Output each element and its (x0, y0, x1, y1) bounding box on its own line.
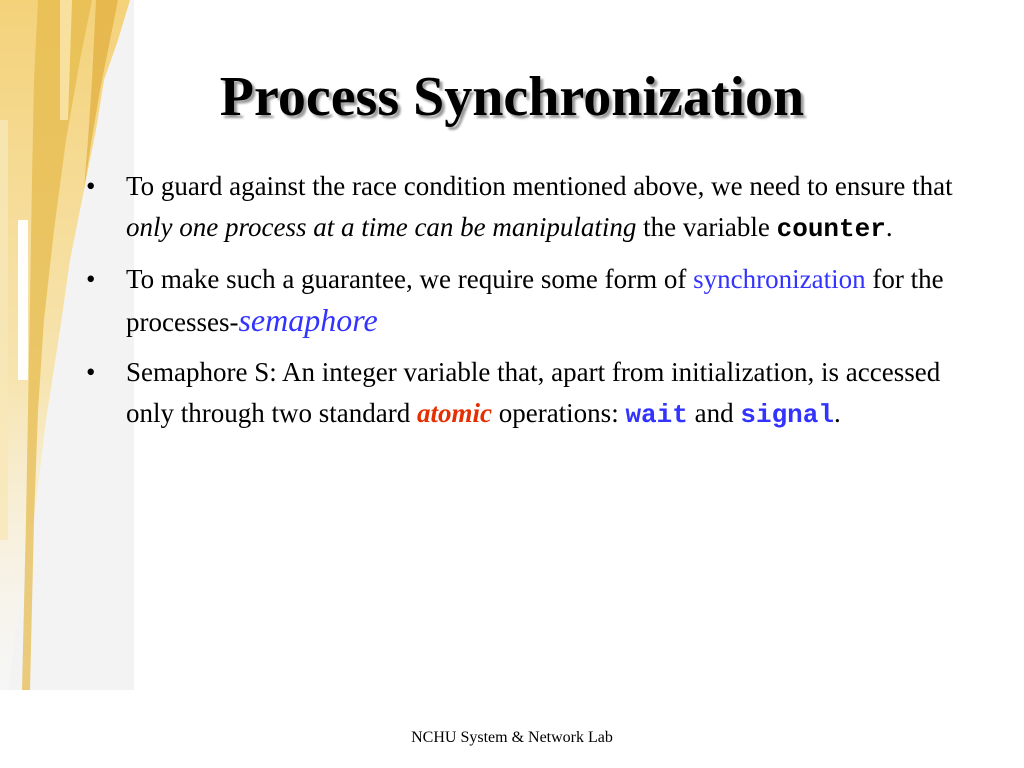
bullet-text: the variable (636, 212, 777, 242)
code-signal: signal (740, 400, 834, 430)
bullet-marker: • (86, 357, 96, 387)
bullet-text: and (687, 398, 741, 428)
bullet-marker: • (86, 171, 96, 201)
slide-footer: NCHU System & Network Lab (411, 729, 613, 746)
bullet-text: operations: (491, 398, 626, 428)
bullet-marker: • (86, 264, 96, 294)
code-counter: counter (776, 214, 886, 244)
bullet-text: . (833, 398, 841, 428)
bullet-item-semaphore-definition (84, 352, 964, 436)
bullet-text: To make such a guarantee, we require some form of (126, 264, 694, 294)
code-wait: wait (625, 400, 688, 430)
bullet-text: . (885, 212, 893, 242)
bullet-emphasis: only one process at a time can be manipulating (126, 212, 637, 242)
bullet-item-synchronization (84, 259, 964, 343)
bullet-text: for the processes- (126, 264, 944, 337)
bullet-text: Semaphore S: An integer variable that, apart from initialization, is accessed only through two standard (126, 357, 941, 428)
semaphore-term: semaphore (238, 302, 378, 338)
bullet-list (84, 166, 964, 445)
synchronization-term: synchronization (693, 264, 866, 294)
bullet-text: To guard against the race condition mentioned above, we need to ensure that (126, 171, 953, 201)
atomic-term: atomic (416, 398, 492, 428)
slide-title: Process Synchronization (219, 66, 805, 128)
bullet-item-race-condition (84, 166, 964, 250)
